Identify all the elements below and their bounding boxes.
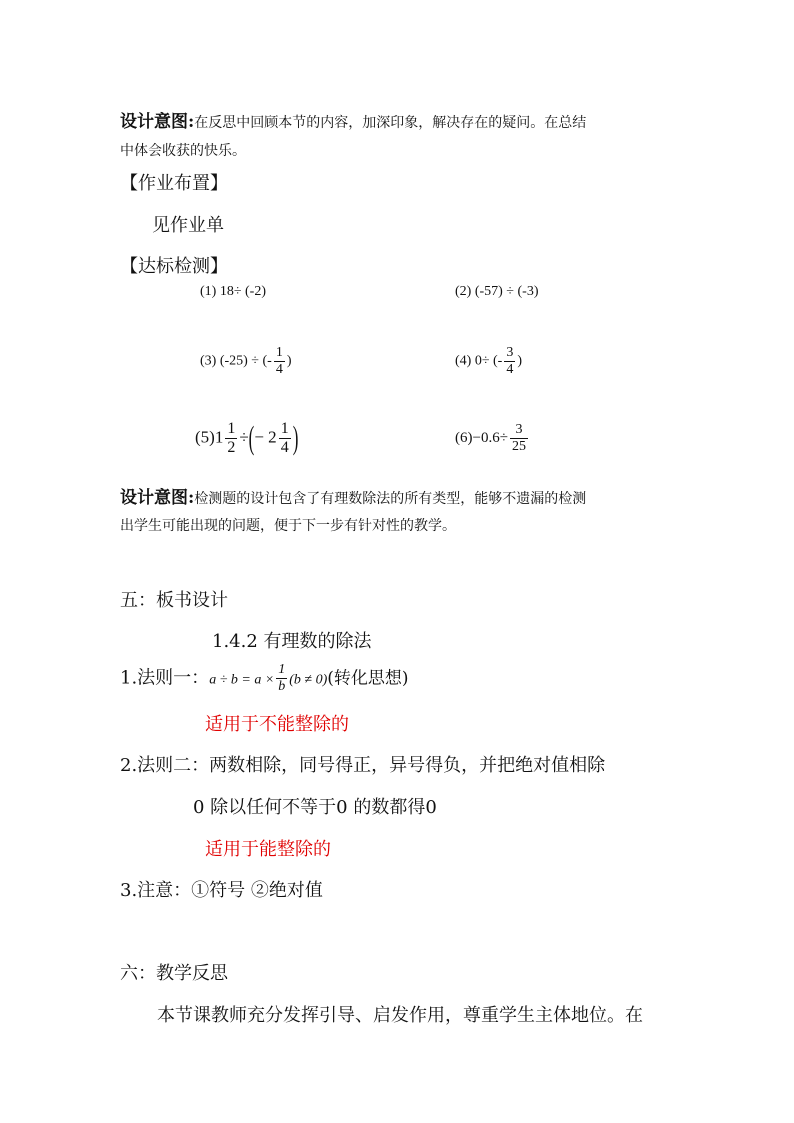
problem-4-suffix: ) [517, 353, 523, 369]
check-heading: 【达标检测】 [120, 256, 228, 277]
problem-4 [455, 346, 522, 377]
problem-5-fraction-2: $\frac{1}{4}$ [280, 420, 289, 456]
problem-5-prefix: (5)1 [195, 427, 224, 447]
design-intent-text: 在反思中回顾本节的内容，加深印象，解决存在的疑问。在总结 [194, 115, 587, 131]
problem-2: (2) (-57) ÷ (-3) [455, 284, 539, 299]
problem-6-prefix: (6)−0.6÷ [455, 429, 508, 446]
attention-note: 3.注意：①符号 ②绝对值 [120, 880, 323, 901]
rule-1-formula-a: a ÷ b = a × [209, 672, 275, 688]
design-intent-label: 设计意图: [120, 488, 195, 508]
homework-heading: 【作业布置】 [120, 173, 228, 194]
rule-1-label: 1.法则一： [120, 667, 210, 689]
board-heading: 五：板书设计 [120, 590, 228, 611]
problem-4-fraction: $\frac{3}{4}$ [506, 345, 514, 377]
rule-1 [120, 663, 409, 694]
problem-3-suffix: ) [286, 353, 292, 369]
reflection-heading: 六：教学反思 [120, 963, 228, 984]
problem-3-prefix: (3) (-25) ÷ (- [200, 353, 272, 369]
problem-5-left-paren: ( [248, 419, 255, 456]
rule-1-formula-b: (b ≠ 0) [289, 672, 328, 688]
rule-2-applicability: 适用于能整除的 [205, 839, 331, 860]
design-intent-2 [120, 483, 586, 508]
problem-5-right-paren: ) [292, 419, 299, 456]
problem-1: (1) 18÷ (-2) [200, 284, 266, 299]
reflection-text: 本节课教师充分发挥引导、启发作用，尊重学生主体地位。在 [157, 1005, 643, 1026]
design-intent-1-line2: 中体会收获的快乐。 [120, 143, 246, 159]
problem-3-fraction: $\frac{1}{4}$ [275, 345, 283, 377]
problem-3 [200, 346, 292, 377]
rule-2: 2.法则二：两数相除，同号得正，异号得负，并把绝对值相除 [120, 755, 606, 776]
rule-1-fraction: $\frac{1}{b}$ [278, 662, 286, 694]
problem-6 [455, 423, 530, 454]
problem-5-fraction-1: $\frac{1}{2}$ [227, 420, 236, 456]
problem-4-prefix: (4) 0÷ (- [455, 353, 503, 369]
problem-6-fraction: $\frac{3}{25}$ [511, 422, 526, 454]
homework-content: 见作业单 [152, 215, 224, 236]
rule-1-applicability: 适用于不能整除的 [205, 714, 349, 735]
design-intent-text: 检测题的设计包含了有理数除法的所有类型，能够不遗漏的检测 [194, 491, 587, 507]
rule-1-note: (转化思想) [327, 668, 409, 689]
problem-5-inner: − 2 [254, 427, 277, 447]
problem-5 [195, 421, 298, 456]
zero-rule: 0 除以任何不等于0 的数都得0 [193, 797, 437, 818]
design-intent-label: 设计意图: [120, 112, 195, 132]
design-intent-1 [120, 107, 586, 132]
design-intent-2-line2: 出学生可能出现的问题，便于下一步有针对性的教学。 [120, 518, 456, 534]
problem-5-divide: ÷ [239, 427, 249, 447]
board-title: 1.4.2 有理数的除法 [212, 631, 372, 652]
